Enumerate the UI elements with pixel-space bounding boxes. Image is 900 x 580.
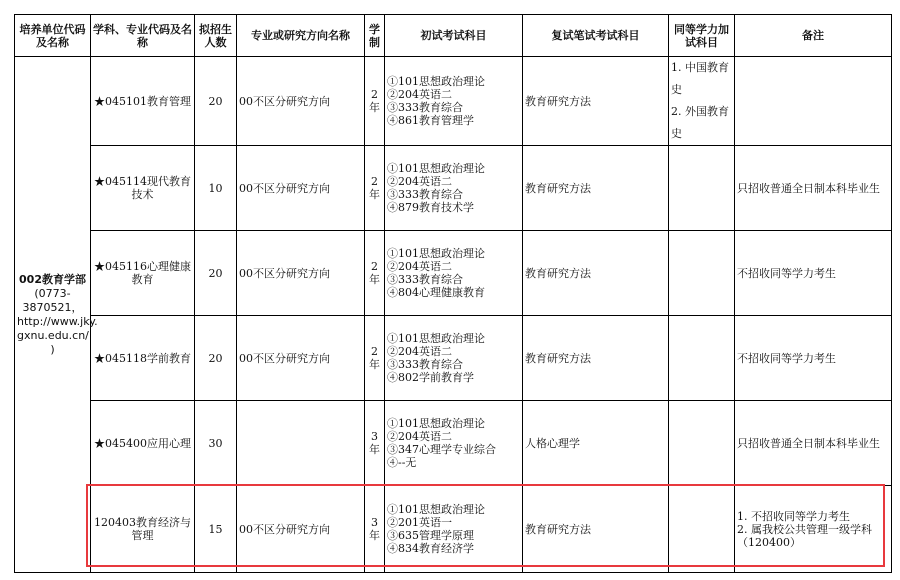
- direction-cell: 00不区分研究方向: [237, 486, 365, 573]
- header-subject: 学科、专业代码及名称: [91, 15, 195, 57]
- exam-subject: ①101思想政治理论: [387, 417, 485, 430]
- exam-subject: ①101思想政治理论: [387, 332, 485, 345]
- table-row: [15, 146, 892, 231]
- duration-cell: 2年: [365, 146, 385, 231]
- remark-line: 1. 不招收同等学力考生: [737, 509, 850, 523]
- header-quota: 拟招生人数: [195, 15, 237, 57]
- exam-subject: ①101思想政治理论: [387, 162, 485, 175]
- subject-cell: ★045118学前教育: [91, 316, 195, 401]
- remark-cell: [735, 486, 892, 573]
- remark-line: 2. 属我校公共管理一级学科: [737, 522, 872, 536]
- quota-cell: 10: [195, 146, 237, 231]
- exam-subject: ③333教育综合: [387, 273, 463, 286]
- header-direction: 专业或研究方向名称: [237, 15, 365, 57]
- duration-cell: 3年: [365, 401, 385, 486]
- quota-cell: 20: [195, 57, 237, 146]
- unit-info-line: 3870521，: [22, 300, 83, 314]
- remark-cell: [735, 146, 892, 231]
- duration-cell: 2年: [365, 231, 385, 316]
- unit-info-line: ): [50, 342, 55, 356]
- exam-subject: ③347心理学专业综合: [387, 443, 496, 456]
- table-row: [15, 401, 892, 486]
- exam-subject: ③333教育综合: [387, 101, 463, 114]
- exam-subject: ①101思想政治理论: [387, 75, 485, 88]
- table-body: [15, 57, 892, 573]
- exam-subject: ③333教育综合: [387, 188, 463, 201]
- header-unit: 培养单位代码及名称: [15, 15, 91, 57]
- retest-subject-cell: 教育研究方法: [523, 316, 669, 401]
- duration-cell: 3年: [365, 486, 385, 573]
- exam-subject: ④879教育技术学: [387, 201, 474, 214]
- remark-cell: [735, 316, 892, 401]
- exam-subject: ④802学前教育学: [387, 371, 474, 384]
- retest-subject-cell: 教育研究方法: [523, 146, 669, 231]
- quota-cell: 20: [195, 316, 237, 401]
- direction-cell: 00不区分研究方向: [237, 146, 365, 231]
- exam-subject: ④861教育管理学: [387, 114, 474, 127]
- exam-subject: ②204英语二: [387, 260, 452, 273]
- direction-cell: 00不区分研究方向: [237, 231, 365, 316]
- addon-subjects-cell: [669, 146, 735, 231]
- table-row: [15, 57, 892, 146]
- direction-cell: 00不区分研究方向: [237, 316, 365, 401]
- retest-subject-cell: 教育研究方法: [523, 486, 669, 573]
- quota-cell: 15: [195, 486, 237, 573]
- quota-cell: 20: [195, 231, 237, 316]
- subject-cell: ★045114现代教育技术: [91, 146, 195, 231]
- addon-subjects-cell: [669, 231, 735, 316]
- addon-subject: 1. 中国教育史: [671, 61, 729, 96]
- exam-subject: ③635管理学原理: [387, 529, 474, 542]
- table-row: [15, 486, 892, 573]
- exam-subject: ④804心理健康教育: [387, 286, 485, 299]
- addon-subjects-cell: [669, 57, 735, 146]
- table-row: [15, 316, 892, 401]
- exam-subjects-cell: [385, 57, 523, 146]
- addon-subjects-cell: [669, 316, 735, 401]
- unit-cell: [15, 57, 98, 573]
- exam-subject: ②204英语二: [387, 430, 452, 443]
- header-row: [15, 15, 892, 57]
- exam-subjects-cell: [385, 401, 523, 486]
- subject-cell: ★045116心理健康教育: [91, 231, 195, 316]
- direction-cell: [237, 401, 365, 486]
- subject-cell: 120403教育经济与管理: [91, 486, 195, 573]
- exam-subject: ②201英语一: [387, 516, 452, 529]
- remark-cell: [735, 57, 892, 146]
- exam-subjects-cell: [385, 486, 523, 573]
- exam-subjects-cell: [385, 316, 523, 401]
- exam-subject: ②204英语二: [387, 345, 452, 358]
- retest-subject-cell: 教育研究方法: [523, 231, 669, 316]
- subject-cell: ★045400应用心理: [91, 401, 195, 486]
- exam-subjects-cell: [385, 231, 523, 316]
- quota-cell: 30: [195, 401, 237, 486]
- remark-cell: [735, 401, 892, 486]
- header-exam: 初试考试科目: [385, 15, 523, 57]
- header-remark: 备注: [735, 15, 892, 57]
- table-row: [15, 231, 892, 316]
- remark-line: 不招收同等学力考生: [737, 266, 836, 280]
- subject-cell: ★045101教育管理: [91, 57, 195, 146]
- exam-subject: ①101思想政治理论: [387, 247, 485, 260]
- addon-subjects-cell: [669, 486, 735, 573]
- header-retest: 复试笔试考试科目: [523, 15, 669, 57]
- remark-line: 不招收同等学力考生: [737, 351, 836, 365]
- header-addon: 同等学力加试科目: [669, 15, 735, 57]
- remark-line: 只招收普通全日制本科毕业生: [737, 436, 880, 450]
- remark-line: 只招收普通全日制本科毕业生: [737, 181, 880, 195]
- unit-name: 002教育学部: [19, 272, 86, 286]
- retest-subject-cell: 教育研究方法: [523, 57, 669, 146]
- addon-subject: 2. 外国教育史: [671, 105, 729, 140]
- unit-info-line: gxnu.edu.cn/: [17, 328, 89, 342]
- admission-table: [14, 14, 892, 573]
- unit-info-line: (0773-: [34, 286, 71, 300]
- header-duration: 学制: [365, 15, 385, 57]
- exam-subject: ①101思想政治理论: [387, 503, 485, 516]
- exam-subject: ③333教育综合: [387, 358, 463, 371]
- retest-subject-cell: 人格心理学: [523, 401, 669, 486]
- exam-subject: ②204英语二: [387, 88, 452, 101]
- direction-cell: 00不区分研究方向: [237, 57, 365, 146]
- addon-subjects-cell: [669, 401, 735, 486]
- exam-subject: ④834教育经济学: [387, 542, 474, 555]
- duration-cell: 2年: [365, 57, 385, 146]
- duration-cell: 2年: [365, 316, 385, 401]
- exam-subjects-cell: [385, 146, 523, 231]
- exam-subject: ④--无: [387, 456, 417, 469]
- unit-info-line: http://www.jky.: [17, 314, 98, 328]
- remark-cell: [735, 231, 892, 316]
- exam-subject: ②204英语二: [387, 175, 452, 188]
- remark-line: （120400）: [737, 535, 801, 549]
